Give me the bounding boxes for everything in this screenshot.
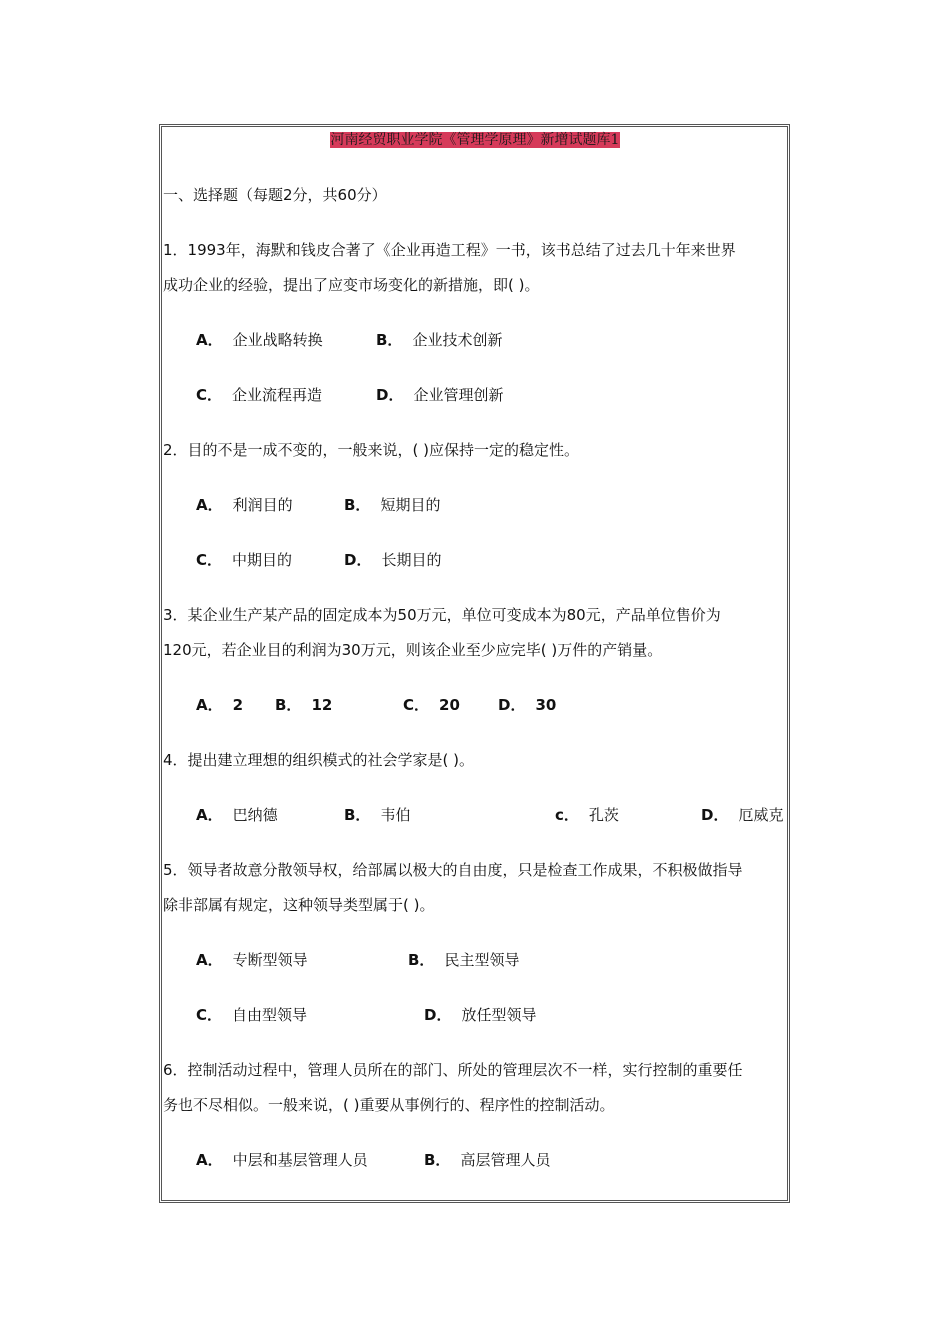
option-key: D． [376, 386, 404, 404]
option-key: B． [424, 1151, 451, 1169]
option-key: A． [196, 806, 223, 824]
option-text: 长期目的 [381, 551, 442, 569]
question-5-option-b [408, 950, 519, 970]
option-key: D． [701, 806, 729, 824]
option-key: B． [344, 496, 371, 514]
question-1-line-2: 成功企业的经验，提出了应变市场变化的新措施，即( )。 [163, 276, 540, 294]
option-text: 2 [232, 696, 244, 714]
question-6-option-b [424, 1150, 550, 1170]
question-4-option-c [555, 805, 619, 825]
option-key: D． [344, 551, 372, 569]
option-text: 自由型领导 [232, 1006, 308, 1024]
question-5-line-2: 除非部属有规定，这种领导类型属于( )。 [163, 896, 435, 914]
option-key: B． [376, 331, 403, 349]
option-text: 30 [535, 696, 557, 714]
option-text: 韦伯 [380, 806, 411, 824]
question-2-line-1: 2．目的不是一成不变的，一般来说，( )应保持一定的稳定性。 [163, 441, 580, 459]
question-1-option-a [196, 330, 323, 350]
option-key: D． [498, 696, 526, 714]
option-text: 厄威克 [738, 806, 784, 824]
question-3-option-d [498, 695, 556, 715]
option-key: C． [403, 696, 430, 714]
question-5-line-1: 5．领导者故意分散领导权，给部属以极大的自由度，只是检查工作成果，不积极做指导 [163, 861, 743, 879]
option-key: B． [344, 806, 371, 824]
option-key: C． [196, 1006, 223, 1024]
option-key: c． [555, 806, 579, 824]
option-key: B． [275, 696, 302, 714]
option-text: 中层和基层管理人员 [232, 1151, 368, 1169]
option-text: 放任型领导 [461, 1006, 537, 1024]
question-1-line-1: 1．1993年，海默和钱皮合著了《企业再造工程》一书，该书总结了过去几十年来世界 [163, 241, 736, 259]
question-6-line-2: 务也不尽相似。一般来说，( )重要从事例行的、程序性的控制活动。 [163, 1096, 615, 1114]
option-text: 孔茨 [588, 806, 619, 824]
question-2-option-b [344, 495, 440, 515]
question-3-option-b [275, 695, 332, 715]
option-key: A． [196, 331, 223, 349]
question-1-option-d [376, 385, 503, 405]
question-5-option-c [196, 1005, 307, 1025]
option-key: A． [196, 696, 223, 714]
option-text: 企业技术创新 [412, 331, 503, 349]
option-key: B． [408, 951, 435, 969]
option-text: 巴纳德 [232, 806, 278, 824]
question-5-option-a [196, 950, 308, 970]
document-title [163, 130, 787, 150]
question-1-option-c [196, 385, 322, 405]
question-4-option-b [344, 805, 410, 825]
section-heading: 一、选择题（每题2分，共60分） [163, 186, 387, 204]
option-key: A． [196, 1151, 223, 1169]
question-4-option-a [196, 805, 278, 825]
option-text: 民主型领导 [444, 951, 520, 969]
question-1-option-b [376, 330, 502, 350]
question-2-option-d [344, 550, 441, 570]
option-key: C． [196, 386, 223, 404]
question-4-option-d [701, 805, 783, 825]
question-6-line-1: 6．控制活动过程中，管理人员所在的部门、所处的管理层次不一样，实行控制的重要任 [163, 1061, 743, 1079]
option-text: 企业管理创新 [413, 386, 504, 404]
option-text: 短期目的 [380, 496, 441, 514]
option-text: 中期目的 [232, 551, 293, 569]
option-text: 专断型领导 [232, 951, 308, 969]
option-text: 20 [439, 696, 460, 714]
title-highlight: 河南经贸职业学院《管理学原理》新增试题库1 [330, 132, 620, 148]
question-2-option-c [196, 550, 292, 570]
question-3-line-1: 3．某企业生产某产品的固定成本为50万元，单位可变成本为80元，产品单位售价为 [163, 606, 721, 624]
option-text: 利润目的 [232, 496, 293, 514]
option-text: 企业流程再造 [232, 386, 323, 404]
question-3-option-c [403, 695, 460, 715]
option-text: 12 [311, 696, 333, 714]
question-3-line-2: 120元，若企业目的利润为30万元，则该企业至少应完毕( )万件的产销量。 [163, 641, 663, 659]
option-key: C． [196, 551, 223, 569]
question-5-option-d [424, 1005, 536, 1025]
option-key: D． [424, 1006, 452, 1024]
option-text: 高层管理人员 [460, 1151, 551, 1169]
option-text: 企业战略转换 [232, 331, 323, 349]
option-key: A． [196, 951, 223, 969]
question-6-option-a [196, 1150, 368, 1170]
question-3-option-a [196, 695, 243, 715]
question-2-option-a [196, 495, 293, 515]
question-4-line-1: 4．提出建立理想的组织模式的社会学家是( )。 [163, 751, 475, 769]
option-key: A． [196, 496, 223, 514]
